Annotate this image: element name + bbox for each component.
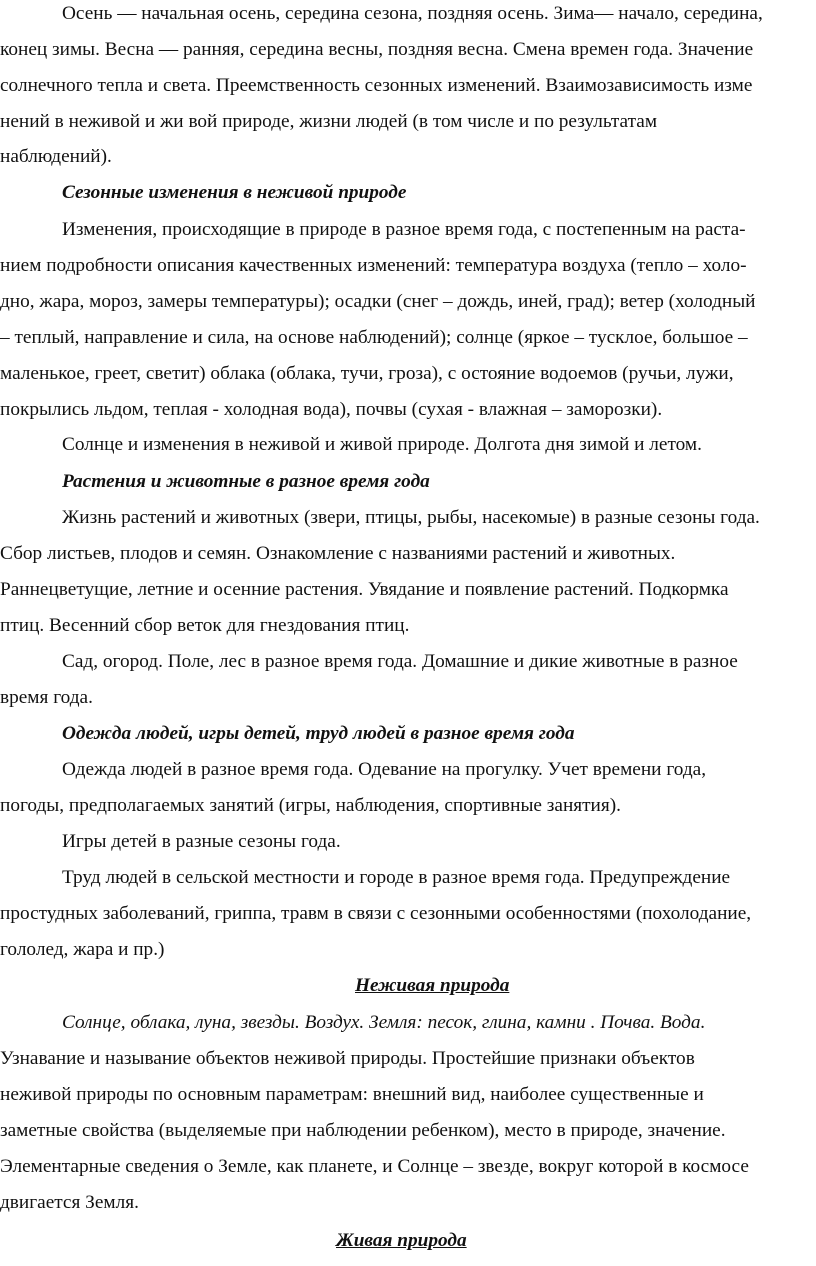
centered-section-title: Неживая природа: [355, 975, 510, 996]
section-heading: Одежда людей, игры детей, труд людей в разное время года: [62, 723, 575, 744]
text-line: двигается Земля.: [0, 1192, 139, 1213]
text-line: дно, жара, мороз, замеры температуры); осадки (снег – дождь, иней, град); ветер (холодный: [0, 291, 756, 312]
text-line: Узнавание и называние объектов неживой природы. Простейшие признаки объектов: [0, 1048, 695, 1069]
text-line: конец зимы. Весна — ранняя, середина весны, поздняя весна. Смена времен года. Значение: [0, 39, 754, 60]
section-heading: Сезонные изменения в неживой природе: [62, 182, 407, 203]
text-line: Сад, огород. Поле, лес в разное время года. Домашние и дикие животные в разное: [62, 651, 738, 672]
text-line: Раннецветущие, летние и осенние растения. Увядание и появление растений. Подкормка: [0, 579, 729, 600]
text-line: нием подробности описания качественных изменений: температура воздуха (тепло – холо-: [0, 255, 747, 276]
centered-section-title: Живая природа: [336, 1230, 467, 1251]
text-line: птиц. Весенний сбор веток для гнездования птиц.: [0, 615, 410, 636]
text-line: неживой природы по основным параметрам: внешний вид, наиболее существенные и: [0, 1084, 704, 1105]
text-line: нений в неживой и жи вой природе, жизни людей (в том числе и по результатам: [0, 111, 658, 132]
text-line: Изменения, происходящие в природе в разное время года, с постепенным на раста-: [62, 219, 746, 240]
text-line: – теплый, направление и сила, на основе наблюдений); солнце (яркое – тусклое, большое –: [0, 327, 748, 348]
text-line: Одежда людей в разное время года. Одевание на прогулку. Учет времени года,: [62, 759, 707, 780]
text-line: маленькое, греет, светит) облака (облака, тучи, гроза), с остояние водоемов (ручьи, лужи,: [0, 363, 734, 384]
text-line: Солнце и изменения в неживой и живой природе. Долгота дня зимой и летом.: [62, 434, 702, 455]
text-line: солнечного тепла и света. Преемственность сезонных изменений. Взаимозависимость изме: [0, 75, 753, 96]
text-line: Жизнь растений и животных (звери, птицы, рыбы, насекомые) в разные сезоны года.: [62, 507, 760, 528]
text-line: Осень — начальная осень, середина сезона, поздняя осень. Зима— начало, середина,: [62, 3, 763, 24]
text-line: Элементарные сведения о Земле, как планете, и Солнце – звезде, вокруг которой в космосе: [0, 1156, 749, 1177]
section-heading: Растения и животные в разное время года: [62, 471, 430, 492]
text-line: гололед, жара и пр.): [0, 939, 165, 960]
text-line-italic: Солнце, облака, луна, звезды. Воздух. Земля: песок, глина, камни . Почва. Вода.: [62, 1012, 706, 1033]
text-line: Сбор листьев, плодов и семян. Ознакомление с названиями растений и животных.: [0, 543, 676, 564]
text-line: погоды, предполагаемых занятий (игры, наблюдения, спортивные занятия).: [0, 795, 621, 816]
text-line: Труд людей в сельской местности и городе в разное время года. Предупреждение: [62, 867, 731, 888]
text-line: заметные свойства (выделяемые при наблюдении ребенком), место в природе, значение.: [0, 1120, 726, 1141]
text-line: покрылись льдом, теплая - холодная вода), почвы (сухая - влажная – заморозки).: [0, 399, 663, 420]
text-line: Игры детей в разные сезоны года.: [62, 831, 341, 852]
text-line: время года.: [0, 687, 93, 708]
text-line: простудных заболеваний, гриппа, травм в связи с сезонными особенностями (похолодание,: [0, 903, 752, 924]
text-line: наблюдений).: [0, 146, 112, 167]
